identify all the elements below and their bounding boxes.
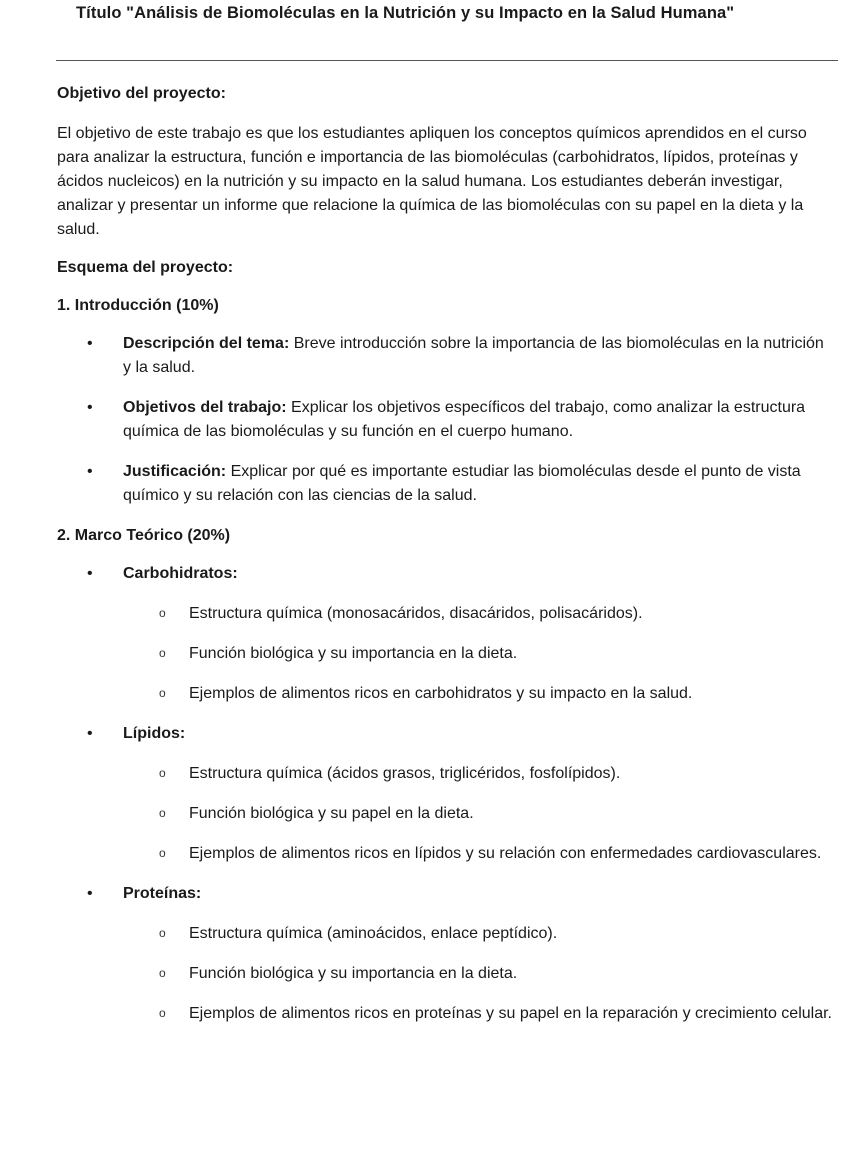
- group-label: Proteínas:: [123, 885, 202, 902]
- bullet-label: Descripción del tema:: [123, 335, 290, 352]
- document-body: [57, 82, 832, 1042]
- bullet-text: Explicar los objetivos específicos del trabajo, como analizar la estructura química de las biomoléculas y su función en el cuerpo humano.: [123, 399, 806, 440]
- section-heading-marco-teorico: 2. Marco Teórico (20%): [57, 527, 231, 544]
- list-item-proteinas: [57, 882, 832, 1026]
- bullet-text: Breve introducción sobre la importancia de las biomoléculas en la nutrición y la salud.: [123, 335, 824, 376]
- list-item-carbohidratos: [57, 562, 832, 706]
- outline-heading: Esquema del proyecto:: [57, 259, 234, 276]
- sublist-item: o Función biológica y su importancia en la dieta.: [123, 642, 832, 666]
- introduccion-list: [57, 332, 832, 508]
- sublist-item: o Estructura química (ácidos grasos, triglicéridos, fosfolípidos).: [123, 762, 832, 786]
- sublist-item: o Ejemplos de alimentos ricos en lípidos y su relación con enfermedades cardiovasculares.: [123, 842, 832, 866]
- sublist-item: o Función biológica y su importancia en la dieta.: [123, 962, 832, 986]
- bullet-label: Justificación:: [123, 463, 227, 480]
- list-item: [57, 396, 832, 444]
- bullet-label: Objetivos del trabajo:: [123, 399, 287, 416]
- sublist-item: o Ejemplos de alimentos ricos en proteínas y su papel en la reparación y crecimiento celular.: [123, 1002, 832, 1026]
- bullet-text: Explicar por qué es importante estudiar las biomoléculas desde el punto de vista químico y su relación con las ciencias de la salud.: [123, 463, 801, 504]
- list-item: [57, 332, 832, 380]
- sublist-item: o Estructura química (aminoácidos, enlace peptídico).: [123, 922, 832, 946]
- sublist: [123, 762, 832, 866]
- section-heading-introduccion: 1. Introducción (10%): [57, 297, 219, 314]
- marco-teorico-list: [57, 562, 832, 1026]
- list-item: [57, 460, 832, 508]
- sublist-item: o Estructura química (monosacáridos, disacáridos, polisacáridos).: [123, 602, 832, 626]
- sublist: [123, 922, 832, 1026]
- sublist-item: o Función biológica y su papel en la dieta.: [123, 802, 832, 826]
- sublist: [123, 602, 832, 706]
- document-title: Título "Análisis de Biomoléculas en la Nutrición y su Impacto en la Salud Humana": [76, 4, 735, 22]
- objective-heading: Objetivo del proyecto:: [57, 85, 226, 102]
- group-label: Lípidos:: [123, 725, 186, 742]
- group-label: Carbohidratos:: [123, 565, 238, 582]
- sublist-item: o Ejemplos de alimentos ricos en carbohidratos y su impacto en la salud.: [123, 682, 832, 706]
- list-item-lipidos: [57, 722, 832, 866]
- title-divider: [56, 60, 838, 61]
- objective-paragraph: El objetivo de este trabajo es que los estudiantes apliquen los conceptos químicos aprendidos en el curso para analizar la estructura, función e importancia de las biomoléculas (carbohidratos, lípidos, proteínas y ácidos nucleicos) en la nutrición y su impacto en la salud humana. Los estudiantes deberán investigar, analizar y presentar un informe que relacione la química de las biomoléculas con su papel en la dieta y la salud.: [57, 125, 807, 238]
